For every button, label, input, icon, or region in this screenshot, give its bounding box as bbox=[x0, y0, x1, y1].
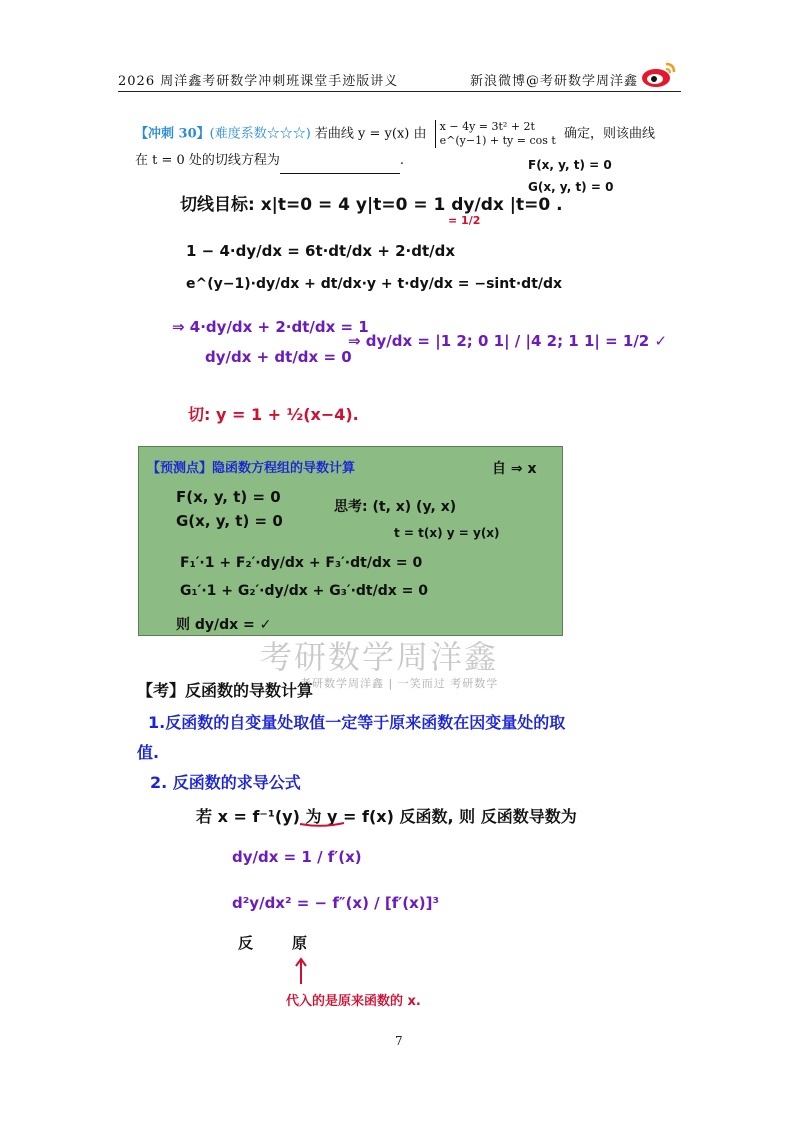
up-arrow-icon bbox=[294, 956, 308, 986]
hw-fg-2: G(x, y, t) = 0 bbox=[528, 180, 614, 194]
hw-determinant: ⇒ dy/dx = |1 2; 0 1| / |4 2; 1 1| = 1/2 ✓ bbox=[348, 332, 668, 350]
hw-goal: 切线目标: x|t=0 = 4 y|t=0 = 1 dy/dx |t=0 . bbox=[180, 195, 563, 215]
hw-tangent: 切: y = 1 + ½(x−4). bbox=[188, 405, 359, 424]
underline-mark bbox=[298, 820, 346, 828]
problem-end: . bbox=[399, 153, 405, 168]
inverse-note: 代入的是原来函数的 x. bbox=[286, 994, 421, 1009]
predict-f1: F₁′·1 + F₂′·dy/dx + F₃′·dt/dx = 0 bbox=[180, 555, 423, 571]
system-line-1: x − 4y = 3t² + 2t bbox=[439, 120, 535, 133]
watermark-sub: 考研数学周洋鑫 | 一笑而过 考研数学 bbox=[300, 677, 499, 690]
answer-blank bbox=[280, 159, 400, 174]
problem-text-2: 确定，则该曲线 bbox=[563, 126, 655, 142]
page-number: 7 bbox=[395, 1034, 403, 1048]
predict-think: 思考: (t, x) (y, x) bbox=[334, 499, 457, 515]
hw-eq-3: ⇒ 4·dy/dx + 2·dt/dx = 1 bbox=[172, 318, 369, 336]
inverse-first-derivative: dy/dx = 1 / f′(x) bbox=[232, 848, 362, 866]
weibo-icon bbox=[640, 60, 678, 88]
point-1-line-a: 1.反函数的自变量处取值一定等于原来函数在因变量处的取 bbox=[148, 713, 566, 732]
label-original: 原 bbox=[292, 934, 308, 952]
page-header bbox=[118, 70, 678, 90]
parametric-system bbox=[435, 120, 556, 148]
problem-text-3: 在 t = 0 处的切线方程为 bbox=[135, 153, 280, 168]
predict-then: 则 dy/dx = ✓ bbox=[176, 617, 272, 633]
header-title: 2026 周洋鑫考研数学冲刺班课堂手迹版讲义 bbox=[118, 74, 399, 89]
predict-self: 自 ⇒ x bbox=[492, 461, 537, 477]
predict-title: 【预测点】隐函数方程组的导数计算 bbox=[147, 461, 356, 476]
hw-goal-note: = 1/2 bbox=[448, 214, 481, 227]
watermark: 考研数学周洋鑫 bbox=[260, 638, 499, 676]
header-weibo: 新浪微博@考研数学周洋鑫 bbox=[469, 74, 638, 89]
predict-sub: t = t(x) y = y(x) bbox=[394, 526, 500, 540]
hw-fg-1: F(x, y, t) = 0 bbox=[528, 158, 612, 172]
section-title: 【考】反函数的导数计算 bbox=[137, 681, 314, 700]
problem-text-1: 若曲线 y = y(x) 由 bbox=[314, 126, 427, 142]
problem-tag: 【冲刺 30】 bbox=[135, 126, 210, 142]
hw-eq-1: 1 − 4·dy/dx = 6t·dt/dx + 2·dt/dx bbox=[186, 242, 456, 260]
system-line-2: e^(y−1) + ty = cos t bbox=[439, 134, 556, 147]
predict-g: G(x, y, t) = 0 bbox=[176, 512, 283, 530]
header-divider bbox=[118, 91, 681, 92]
inverse-statement: 若 x = f⁻¹(y) 为 y = f(x) 反函数, 则 反函数导数为 bbox=[196, 807, 577, 826]
hw-eq-4: dy/dx + dt/dx = 0 bbox=[205, 348, 352, 366]
hw-eq-2: e^(y−1)·dy/dx + dt/dx·y + t·dy/dx = −sint·dt/dx bbox=[186, 276, 563, 292]
predict-f: F(x, y, t) = 0 bbox=[176, 488, 281, 506]
predict-g1: G₁′·1 + G₂′·dy/dx + G₃′·dt/dx = 0 bbox=[180, 583, 429, 599]
label-inverse: 反 bbox=[238, 934, 254, 952]
point-1-line-b: 值. bbox=[137, 743, 160, 762]
point-2: 2. 反函数的求导公式 bbox=[150, 773, 301, 792]
inverse-second-derivative: d²y/dx² = − f″(x) / [f′(x)]³ bbox=[232, 894, 440, 912]
difficulty-label: (难度系数☆☆☆) bbox=[209, 126, 311, 142]
